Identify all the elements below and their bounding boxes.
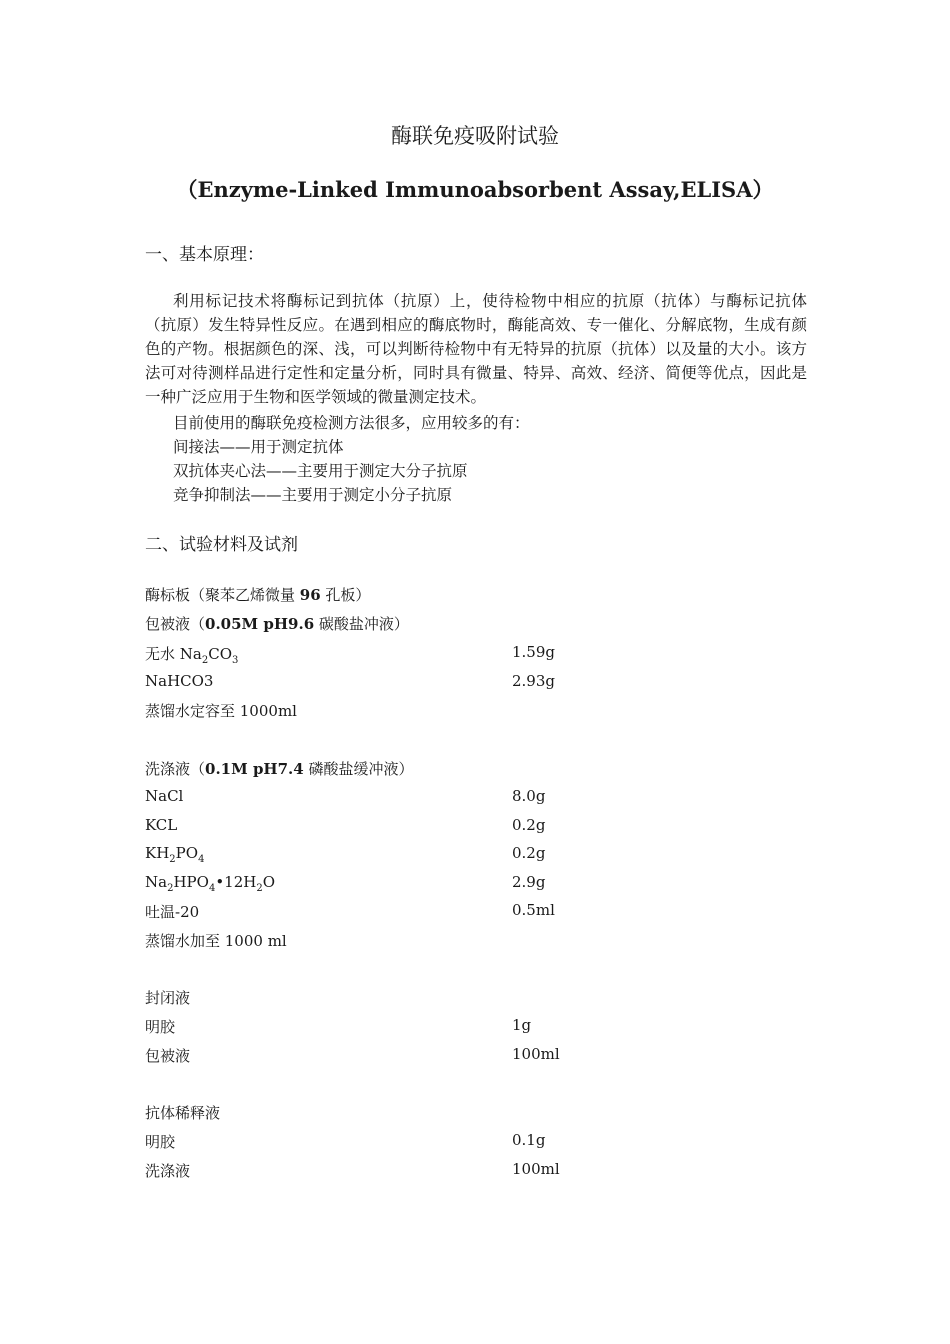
reagent-name: NaHCO3 — [145, 672, 214, 690]
reagent-note: 蒸馏水定容至 1000ml — [145, 702, 297, 720]
reagent-name: 洗涤液 — [145, 1162, 191, 1180]
plate-line: 酶标板（聚苯乙烯微量 96 孔板） — [145, 586, 371, 604]
reagent-amount: 0.2g — [512, 844, 546, 862]
reagent-amount: 0.1g — [512, 1131, 546, 1149]
reagent-amount: 0.5ml — [512, 901, 555, 919]
reagent-name: NaCl — [145, 787, 184, 805]
section2-heading: 二、试验材料及试剂 — [145, 535, 298, 555]
reagent-name: 吐温-20 — [145, 903, 200, 921]
reagent-name: 明胶 — [145, 1133, 176, 1151]
reagent-name: KCL — [145, 816, 178, 834]
reagent-amount: 2.9g — [512, 873, 546, 891]
page-title: 酶联免疫吸附试验 — [391, 124, 559, 148]
reagent-name: 明胶 — [145, 1018, 176, 1036]
page-subtitle: （Enzyme-Linked Immunoabsorbent Assay,ELISA） — [176, 177, 774, 202]
diluent-title: 抗体稀释液 — [145, 1104, 221, 1122]
section1-heading: 一、基本原理： — [145, 245, 264, 265]
method-item: 竞争抑制法——主要用于测定小分子抗原 — [173, 486, 453, 504]
reagent-amount: 2.93g — [512, 672, 556, 690]
reagent-name: 无水 $Na_2CO_3$ — [145, 645, 239, 666]
methods-intro: 目前使用的酶联免疫检测方法很多，应用较多的有： — [173, 414, 530, 432]
reagent-amount: 100ml — [512, 1045, 560, 1063]
reagent-name: $KH_2PO_4$ — [145, 844, 205, 865]
reagent-amount: 1g — [512, 1016, 532, 1034]
wash-title: 洗涤液（0.1M pH7.4 磷酸盐缓冲液） — [145, 760, 414, 778]
method-item: 双抗体夹心法——主要用于测定大分子抗原 — [173, 462, 468, 480]
method-item: 间接法——用于测定抗体 — [173, 438, 344, 456]
reagent-name: 包被液 — [145, 1047, 191, 1065]
reagent-amount: 1.59g — [512, 643, 556, 661]
reagent-name: $Na_2HPO_4•12H_2O$ — [145, 873, 276, 894]
reagent-amount: 0.2g — [512, 816, 546, 834]
principle-paragraph: 利用标记技术将酶标记到抗体（抗原）上，使待检物中相应的抗原（抗体）与酶标记抗体（抗原）发生特异性反应。在遇到相应的酶底物时，酶能高效、专一催化、分解底物，生成有颜色的产物。根据颜色的深、浅，可以判断待检物中有无特异的抗原（抗体）以及量的大小。该方法可对待测样品进行定性和定量分析，同时具有微量、特异、高效、经济、简便等优点，因此是一种广泛应用于生物和医学领域的微量测定技术。 — [145, 292, 807, 406]
reagent-amount: 100ml — [512, 1160, 560, 1178]
coating-title: 包被液（0.05M pH9.6 碳酸盐冲液） — [145, 615, 409, 633]
blocking-title: 封闭液 — [145, 989, 191, 1007]
reagent-amount: 8.0g — [512, 787, 546, 805]
reagent-note: 蒸馏水加至 1000 ml — [145, 932, 287, 950]
